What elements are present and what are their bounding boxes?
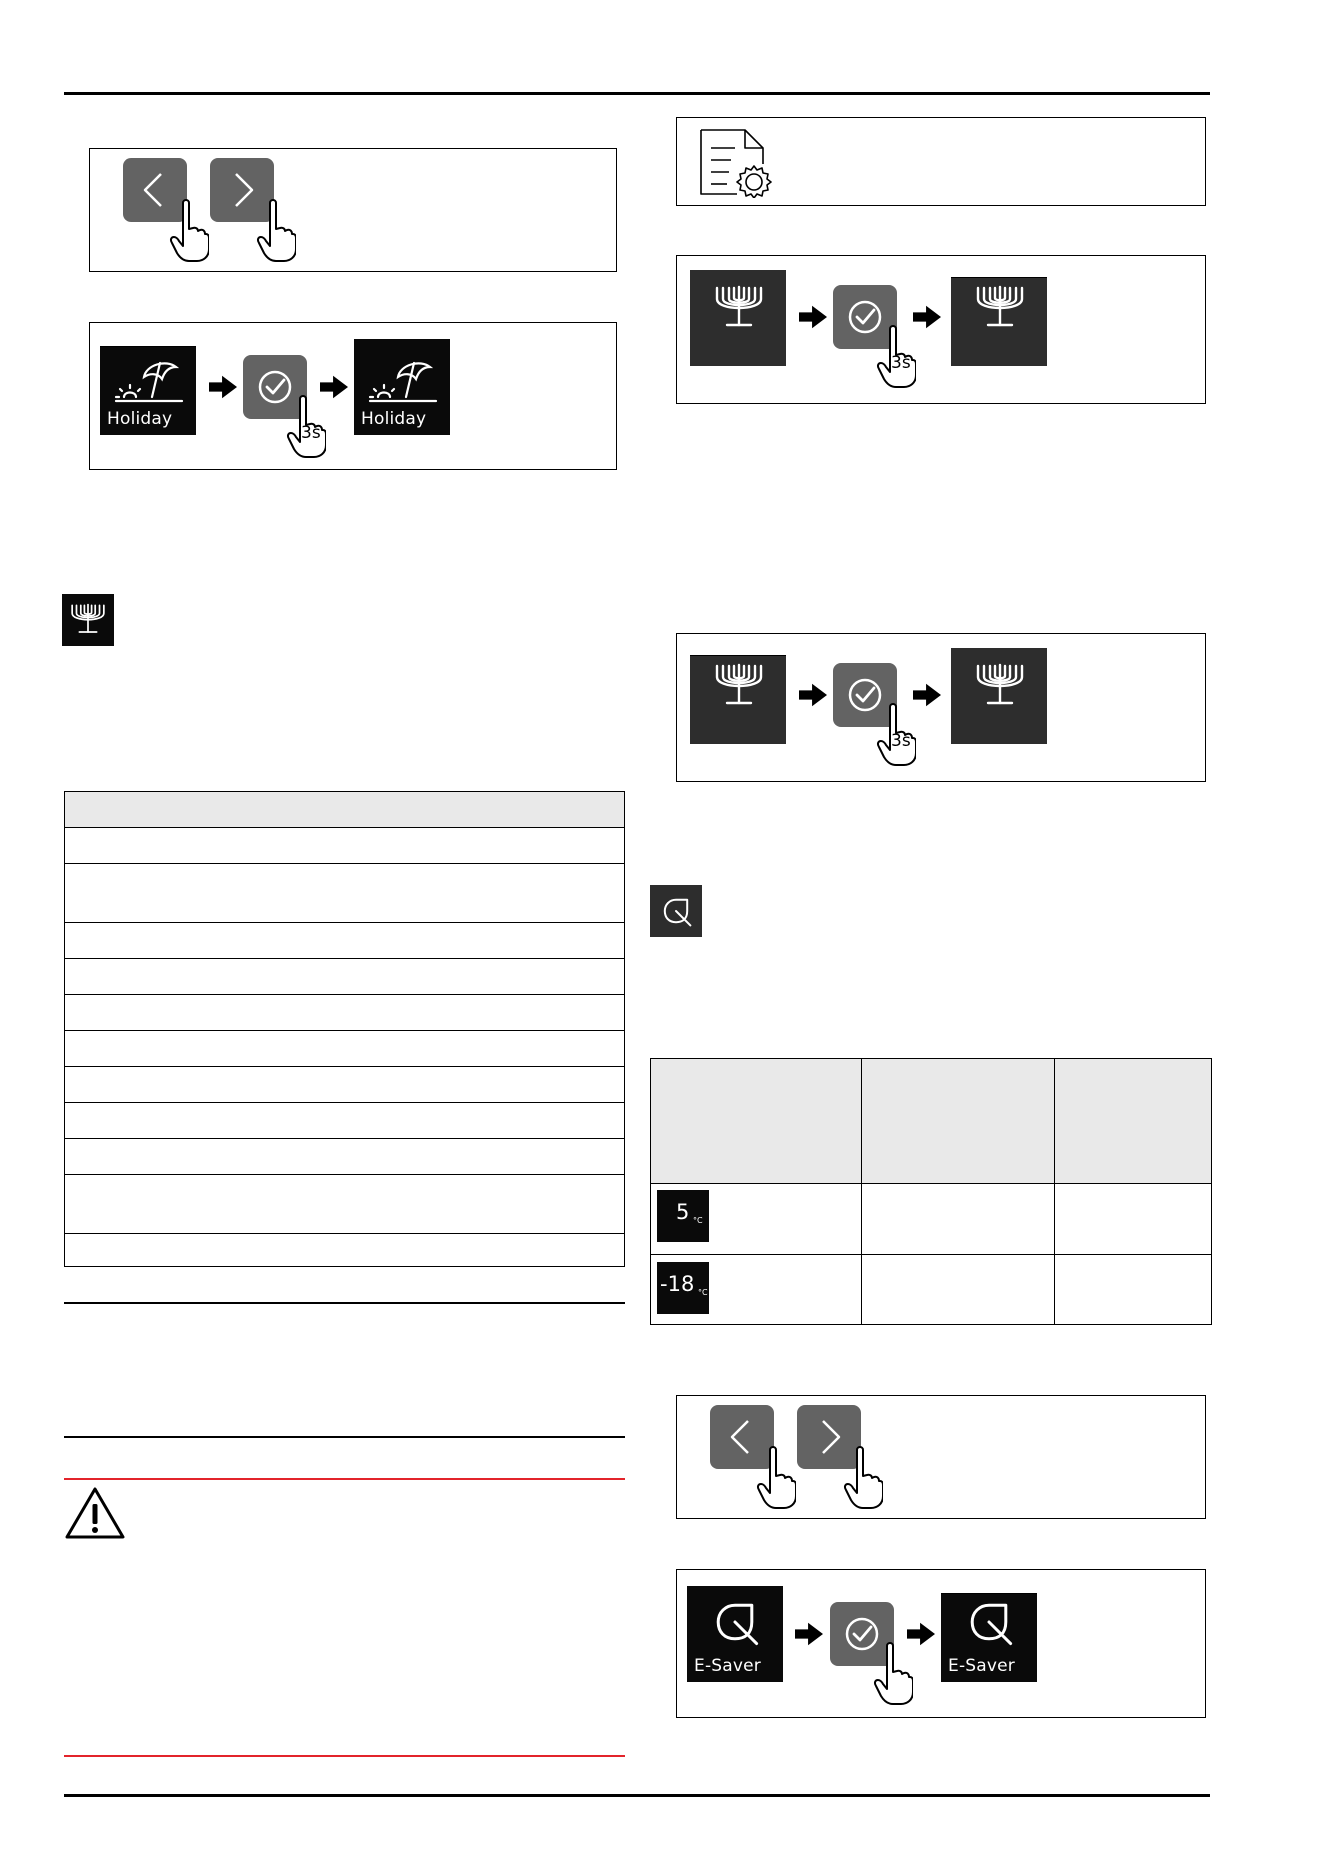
arrow-right-icon bbox=[907, 1622, 935, 1646]
table-row bbox=[65, 1138, 624, 1139]
nav-buttons-figure bbox=[89, 148, 617, 272]
holiday-mode-figure bbox=[89, 322, 617, 470]
fridge-temp-display bbox=[657, 1190, 709, 1242]
arrow-right-icon bbox=[913, 305, 941, 329]
e-saver-display-before bbox=[687, 1586, 783, 1682]
section-rule bbox=[64, 1436, 625, 1438]
table-row bbox=[65, 1174, 624, 1175]
press-time-label: 3s bbox=[891, 353, 911, 373]
menorah-icon bbox=[714, 285, 764, 329]
press-time-label: 3s bbox=[301, 423, 321, 443]
holiday-display-after bbox=[354, 339, 450, 435]
warning-top-rule bbox=[64, 1478, 625, 1480]
temp-value: -18 bbox=[660, 1272, 695, 1296]
table-row bbox=[65, 922, 624, 923]
column-divider bbox=[1054, 1059, 1055, 1324]
touch-hand-icon bbox=[843, 1446, 883, 1510]
arrow-right-icon bbox=[209, 375, 237, 399]
e-saver-display-after bbox=[941, 1586, 1037, 1682]
arrow-right-icon bbox=[795, 1622, 823, 1646]
temp-unit: °C bbox=[693, 1216, 703, 1225]
leaf-icon bbox=[711, 1598, 759, 1646]
menorah-icon bbox=[714, 663, 764, 707]
table-header bbox=[651, 1059, 1211, 1184]
freezer-temp-display bbox=[657, 1262, 709, 1314]
temperature-table bbox=[650, 1058, 1212, 1325]
sabbath-display-after bbox=[951, 648, 1047, 744]
sabbath-display-after bbox=[951, 270, 1047, 366]
touch-hand-icon bbox=[256, 199, 296, 263]
holiday-label: Holiday bbox=[107, 409, 173, 429]
feature-table bbox=[64, 791, 625, 1267]
temp-unit: °C bbox=[698, 1288, 708, 1297]
arrow-right-icon bbox=[799, 305, 827, 329]
temp-value: 5 bbox=[676, 1200, 690, 1224]
holiday-label: Holiday bbox=[361, 409, 427, 429]
page-bottom-rule bbox=[64, 1794, 1210, 1797]
touch-hand-icon bbox=[169, 199, 209, 263]
settings-figure bbox=[676, 117, 1206, 206]
table-row bbox=[65, 1102, 624, 1103]
sabbath-activate-figure bbox=[676, 255, 1206, 404]
press-time-label: 3s bbox=[891, 731, 911, 751]
nav-buttons-figure bbox=[676, 1395, 1206, 1519]
table-row bbox=[65, 1233, 624, 1234]
arrow-right-icon bbox=[799, 683, 827, 707]
section-rule bbox=[64, 1302, 625, 1304]
holiday-display-before bbox=[100, 339, 196, 435]
umbrella-icon bbox=[114, 357, 184, 407]
menorah-icon bbox=[975, 285, 1025, 329]
table-row bbox=[65, 958, 624, 959]
e-saver-label: E-Saver bbox=[948, 1656, 1015, 1676]
table-row bbox=[65, 863, 624, 864]
warning-triangle-icon bbox=[64, 1486, 126, 1540]
e-saver-figure bbox=[676, 1569, 1206, 1718]
arrow-right-icon bbox=[913, 683, 941, 707]
sabbath-mode-icon bbox=[62, 594, 114, 646]
table-row bbox=[651, 1254, 1211, 1255]
table-header bbox=[65, 792, 624, 828]
table-row bbox=[65, 1030, 624, 1031]
menorah-icon bbox=[975, 663, 1025, 707]
sabbath-display-before bbox=[690, 270, 786, 366]
settings-document-icon bbox=[697, 128, 777, 198]
e-saver-icon bbox=[650, 885, 702, 937]
sabbath-display-before bbox=[690, 648, 786, 744]
page-top-rule bbox=[64, 92, 1210, 95]
leaf-icon bbox=[965, 1598, 1013, 1646]
touch-hand-icon bbox=[873, 1642, 913, 1706]
menorah-icon bbox=[70, 602, 106, 636]
arrow-right-icon bbox=[320, 375, 348, 399]
warning-bottom-rule bbox=[64, 1755, 625, 1757]
e-saver-label: E-Saver bbox=[694, 1656, 761, 1676]
column-divider bbox=[861, 1059, 862, 1324]
table-row bbox=[65, 994, 624, 995]
sabbath-deactivate-figure bbox=[676, 633, 1206, 782]
umbrella-icon bbox=[368, 357, 438, 407]
leaf-icon bbox=[660, 895, 692, 927]
touch-hand-icon bbox=[756, 1446, 796, 1510]
table-row bbox=[65, 1066, 624, 1067]
